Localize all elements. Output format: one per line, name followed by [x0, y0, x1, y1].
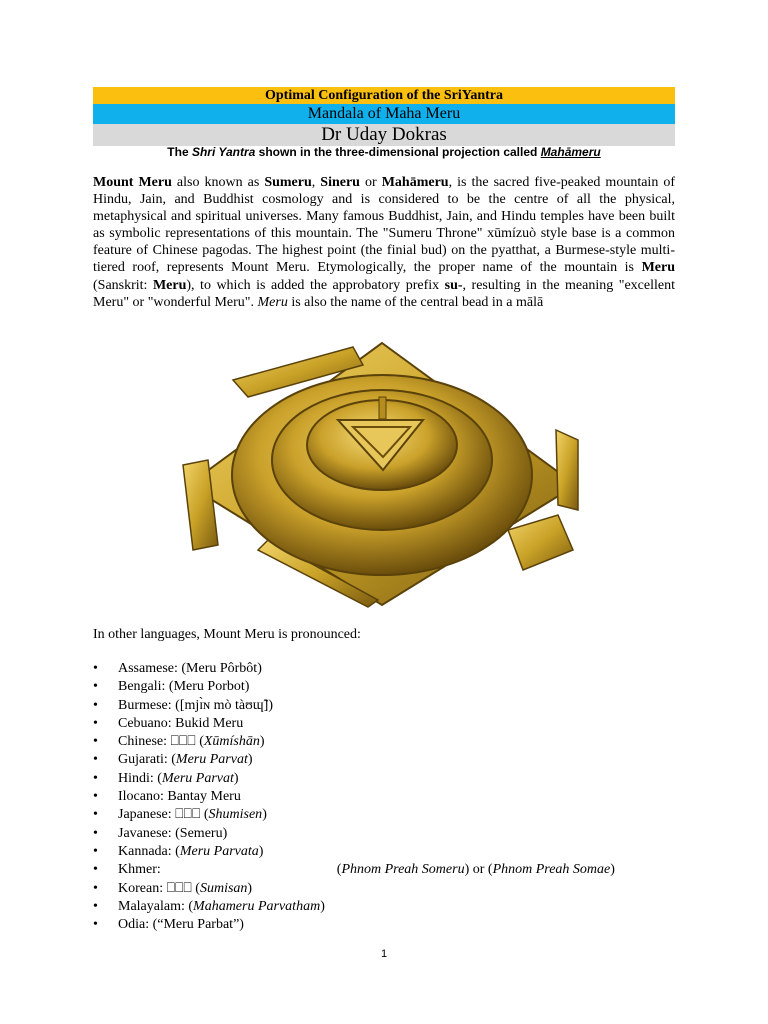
language-text: Bengali: (Meru Porbot) — [118, 679, 250, 695]
language-text: ( — [336, 862, 342, 878]
list-item — [93, 916, 693, 934]
list-item — [93, 825, 693, 843]
language-text: Khmer: — [118, 862, 161, 878]
bullet-icon: • — [93, 862, 98, 878]
language-text: ) — [258, 843, 264, 859]
para-text: , resulting in the meaning "excellent Meru" or "wonderful Meru". — [93, 277, 675, 310]
language-romanized: Meru Parvata — [179, 843, 259, 859]
language-text: ) — [610, 862, 615, 878]
language-text: ) — [262, 807, 267, 823]
language-romanized: Mahameru Parvatham — [193, 898, 321, 914]
language-text: Japanese: ⎕⎕⎕ ( — [118, 807, 209, 823]
list-item — [93, 733, 693, 751]
bullet-icon: • — [93, 917, 98, 933]
term-sumeru: Sumeru — [264, 175, 312, 190]
language-text: Ilocano: Bantay Meru — [118, 789, 241, 805]
bindu-pillar — [379, 397, 386, 419]
language-text: Javanese: (Semeru) — [118, 825, 228, 841]
bullet-icon: • — [93, 825, 98, 841]
list-item — [93, 861, 693, 879]
language-text: Assamese: (Meru Pôrbôt) — [118, 661, 262, 676]
page-number: 1 — [380, 948, 388, 960]
language-text: Gujarati: ( — [118, 752, 176, 768]
language-text: Malayalam: ( — [118, 898, 194, 914]
figure-caption — [93, 145, 675, 160]
para-text: or — [359, 175, 382, 190]
language-romanized: Sumisan — [199, 880, 248, 896]
caption-text-1: The — [167, 145, 192, 159]
language-text: Kannada: ( — [118, 843, 180, 859]
term-meru: Meru — [641, 260, 675, 276]
bullet-icon: • — [93, 789, 98, 805]
bullet-icon: • — [93, 697, 98, 713]
language-text: Phnom Preah Someru — [341, 862, 465, 878]
term-su: su- — [444, 277, 463, 293]
para-text: also known as — [171, 175, 265, 190]
language-text: ) — [259, 734, 265, 750]
maha-meru-image — [178, 335, 586, 610]
para-text: , — [311, 175, 321, 190]
language-text: Phnom Preah Somae — [492, 862, 611, 878]
bullet-icon: • — [93, 898, 98, 914]
language-text: Chinese: ⎕⎕⎕ ( — [118, 734, 204, 750]
list-item — [93, 660, 693, 678]
language-list — [93, 660, 693, 934]
list-item — [93, 880, 693, 898]
para-text: , is the sacred five-peaked mountain of Hindu, Jain, and Buddhist cosmology and is considered to be the centre of all the physical, metaphysical and spiritual universes. Many famous Buddhist, Jain, and Hindu temples have been built as symbolic representations of this mountain. The "Sumeru Throne" xūmízuò style base is a common feature of Chinese pagodas. The highest point (the finial bud) on the pyatthat, a Burmese-style multi-tiered roof, represents Mount Meru. Etymologically, the proper name of the mountain is — [93, 175, 675, 276]
language-text: Odia: (“Meru Parbat”) — [118, 917, 244, 933]
language-text: ) — [247, 880, 253, 896]
bullet-icon: • — [93, 880, 98, 896]
term-mount-meru: Mount Meru — [93, 175, 172, 190]
bullet-icon: • — [93, 770, 98, 786]
term-sineru: Sineru — [320, 175, 360, 190]
list-item — [93, 697, 693, 715]
bullet-icon: • — [93, 807, 98, 823]
bullet-icon: • — [93, 661, 98, 676]
list-item — [93, 715, 693, 733]
list-item — [93, 843, 693, 861]
term-meru-sanskrit: Meru — [152, 277, 187, 293]
para-text: (Sanskrit: — [93, 277, 153, 293]
term-meru-italic: Meru — [257, 294, 288, 310]
bullet-icon: • — [93, 843, 98, 859]
intro-paragraph — [93, 174, 675, 311]
para-text: ), to which is added the approbatory prefix — [186, 277, 445, 293]
bullet-icon: • — [93, 715, 98, 731]
language-text: Hindi: ( — [118, 770, 162, 786]
bullet-icon: • — [93, 679, 98, 695]
language-romanized: Meru Parvat — [161, 770, 234, 786]
term-mahameru: Mahāmeru — [381, 175, 449, 190]
list-item — [93, 770, 693, 788]
language-text: ) — [320, 898, 325, 914]
language-text: ) — [247, 752, 253, 768]
language-text: Korean: ⎕⎕⎕ ( — [118, 880, 200, 896]
list-item — [93, 788, 693, 806]
mahameru-link[interactable]: Mahāmeru — [540, 145, 601, 159]
list-item — [93, 678, 693, 696]
para-text: is also the name of the central bead in a mālā — [287, 294, 544, 310]
language-text: Burmese: ([mjɪ̀ɴ mò tàʊɰ̃]) — [118, 697, 273, 713]
language-text: Cebuano: Bukid Meru — [118, 715, 244, 731]
language-romanized: Meru Parvat — [175, 752, 248, 768]
caption-italic: Shri Yantra — [191, 145, 256, 159]
title-band: Optimal Configuration of the SriYantra — [93, 87, 675, 104]
language-text: ) — [233, 770, 239, 786]
language-romanized: Xūmíshān — [203, 734, 260, 750]
list-item — [93, 751, 693, 769]
languages-intro: In other languages, Mount Meru is pronounced: — [93, 627, 361, 642]
language-text: ) or ( — [464, 862, 493, 878]
author-band: Dr Uday Dokras — [93, 124, 675, 146]
caption-text-2: shown in the three-dimensional projection called — [255, 145, 541, 159]
bullet-icon: • — [93, 752, 98, 768]
bullet-icon: • — [93, 734, 98, 750]
list-item — [93, 898, 693, 916]
list-item — [93, 806, 693, 824]
subtitle-band: Mandala of Maha Meru — [93, 104, 675, 124]
language-romanized: Shumisen — [208, 807, 263, 823]
